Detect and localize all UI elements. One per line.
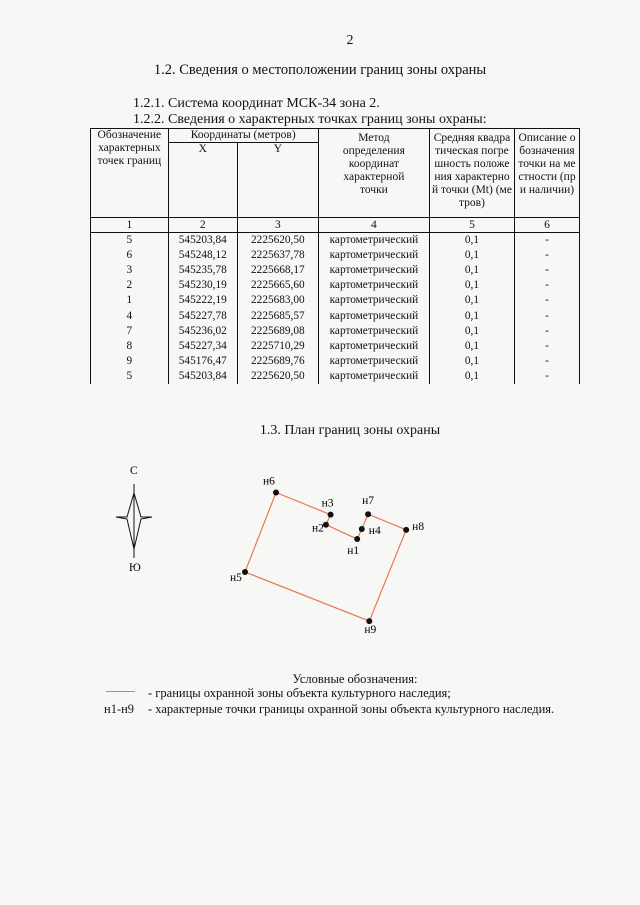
point-label-n2: н2 [311,522,324,535]
table-row [91,339,580,354]
boundary-plan [0,440,640,665]
col-number: 1 [91,218,169,233]
table-row [91,369,580,384]
boundary-point-n4 [359,526,365,532]
cell-point: 8 [91,339,169,354]
points-info-line: 1.2.2. Сведения о характерных точках границ зоны охраны: [133,112,487,127]
cell-desc: - [514,308,579,323]
cell-point: 9 [91,354,169,369]
cell-point: 7 [91,324,169,339]
cell-method: картометрический [318,324,429,339]
compass-north-label: С [130,465,138,477]
cell-point: 4 [91,308,169,323]
cell-desc: - [514,263,579,278]
boundary-point-n6 [273,490,279,496]
table-header-row [91,129,580,143]
cell-x: 545248,12 [168,248,237,263]
legend-points-key: н1-н9 [104,702,135,716]
cell-method: картометрический [318,293,429,308]
cell-desc: - [514,233,579,249]
cell-y: 2225685,57 [237,308,318,323]
table-body [91,233,580,384]
table-row [91,278,580,293]
point-label-n3: н3 [321,497,334,510]
point-label-n9: н9 [364,624,377,637]
col-number: 6 [514,218,579,233]
coordinates-table [90,128,580,384]
boundary-point-n8 [403,527,409,533]
cell-error: 0,1 [429,293,514,308]
cell-error: 0,1 [429,339,514,354]
compass-south-label: Ю [129,562,141,574]
cell-point: 6 [91,248,169,263]
col-number: 5 [429,218,514,233]
cell-point: 5 [91,233,169,249]
legend-boundary-text: - границы охранной зоны объекта культурного наследия; [148,686,451,700]
cell-desc: - [514,324,579,339]
cell-x: 545222,19 [168,293,237,308]
cell-error: 0,1 [429,324,514,339]
header-coordinates: Координаты (метров) [168,129,318,143]
cell-y: 2225620,50 [237,369,318,384]
cell-y: 2225689,76 [237,354,318,369]
cell-y: 2225710,29 [237,339,318,354]
boundary-polyline [245,493,406,622]
page-number: 2 [346,33,354,48]
cell-error: 0,1 [429,263,514,278]
cell-x: 545203,84 [168,233,237,249]
table-row [91,308,580,323]
cell-point: 2 [91,278,169,293]
col-number: 3 [237,218,318,233]
table-row [91,263,580,278]
cell-desc: - [514,354,579,369]
cell-y: 2225637,78 [237,248,318,263]
table-row [91,324,580,339]
cell-method: картометрический [318,339,429,354]
boundary-point-n1 [354,536,360,542]
compass-icon [116,465,152,574]
cell-y: 2225668,17 [237,263,318,278]
header-method: Метод определения координат характерной точки [318,129,429,218]
table-row [91,248,580,263]
header-x: X [168,143,237,218]
cell-y: 2225683,00 [237,293,318,308]
header-y: Y [237,143,318,218]
cell-desc: - [514,369,579,384]
cell-method: картометрический [318,263,429,278]
cell-x: 545227,78 [168,308,237,323]
cell-method: картометрический [318,233,429,249]
legend-points-text: - характерные точки границы охранной зоны объекта культурного наследия. [148,702,555,716]
cell-desc: - [514,248,579,263]
point-label-n5: н5 [230,572,242,584]
boundary-point-n3 [328,512,334,518]
cell-x: 545176,47 [168,354,237,369]
point-label-n7: н7 [362,495,375,508]
cell-error: 0,1 [429,308,514,323]
coordinate-system-line: 1.2.1. Система координат МСК-34 зона 2. [133,96,380,111]
cell-x: 545227,34 [168,339,237,354]
cell-y: 2225665,60 [237,278,318,293]
cell-error: 0,1 [429,233,514,249]
legend-boundary-line-icon [106,691,135,692]
cell-desc: - [514,293,579,308]
cell-method: картометрический [318,369,429,384]
cell-error: 0,1 [429,248,514,263]
cell-y: 2225620,50 [237,233,318,249]
header-description: Описание обозначения точки на местности (при наличии) [514,129,579,218]
boundary-layer [245,493,406,622]
cell-desc: - [514,339,579,354]
boundary-point-n7 [365,511,371,517]
cell-error: 0,1 [429,354,514,369]
point-label-n1: н1 [347,545,360,558]
cell-point: 1 [91,293,169,308]
cell-error: 0,1 [429,369,514,384]
boundary-point-n5 [242,569,248,575]
header-point-designation: Обозначение характерных точек границ [91,129,169,218]
table-column-numbers [91,218,580,233]
cell-y: 2225689,08 [237,324,318,339]
cell-x: 545230,19 [168,278,237,293]
cell-x: 545235,78 [168,263,237,278]
cell-method: картометрический [318,248,429,263]
point-label-n4: н4 [368,525,381,538]
point-label-n8: н8 [412,520,425,533]
cell-method: картометрический [318,354,429,369]
table-row [91,293,580,308]
legend-title: Условные обозначения: [292,672,418,686]
point-label-n6: н6 [263,475,275,488]
header-error: Средняя квадратическая погрешность положения характерной точки (Mt) (метров) [429,129,514,218]
table-row [91,233,580,249]
cell-x: 545203,84 [168,369,237,384]
col-number: 2 [168,218,237,233]
cell-x: 545236,02 [168,324,237,339]
section-heading-1-3: 1.3. План границ зоны охраны [259,423,441,438]
cell-point: 3 [91,263,169,278]
table-row [91,354,580,369]
col-number: 4 [318,218,429,233]
cell-error: 0,1 [429,278,514,293]
cell-method: картометрический [318,308,429,323]
cell-method: картометрический [318,278,429,293]
section-heading-1-2: 1.2. Сведения о местоположении границ зоны охраны [153,62,487,78]
cell-point: 5 [91,369,169,384]
cell-desc: - [514,278,579,293]
